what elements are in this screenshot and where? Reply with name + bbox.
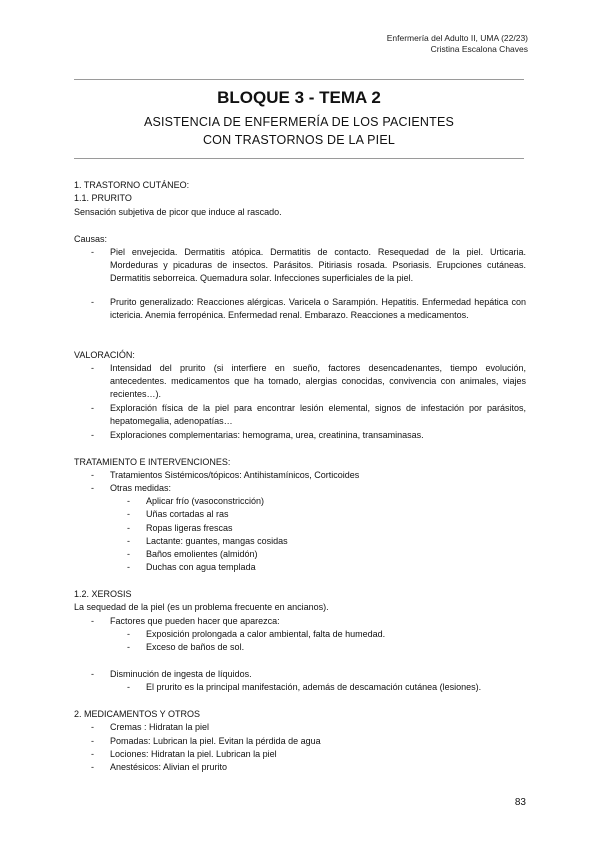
divider-top: [74, 79, 524, 80]
xerosis-definition: La sequedad de la piel (es un problema frecuente en ancianos).: [74, 602, 329, 612]
valoracion-item-3: Exploraciones complementarias: hemograma, urea, creatinina, transaminasas.: [110, 430, 424, 440]
causas-label: Causas:: [74, 234, 108, 244]
causas-item-1: Piel envejecida. Dermatitis atópica. Dermatitis de contacto. Resequedad de la piel. Urticaria. Mordeduras y picaduras de insectos. Parásitos. Pitiriasis rosada. Psoriasis. Erupciones cutáneas. Dermatitis seborreica. Quemadura solar. Infecciones superficiales de la piel.: [110, 247, 526, 283]
medicamentos-item-1: Cremas : Hidratan la piel: [110, 722, 210, 732]
bullet: -: [91, 762, 94, 772]
section-2-heading: 2. MEDICAMENTOS Y OTROS: [74, 709, 201, 719]
subtitle-line-1: ASISTENCIA DE ENFERMERÍA DE LOS PACIENTES: [143, 115, 455, 129]
bullet: -: [127, 523, 130, 533]
valoracion-item-2: Exploración física de la piel para encontrar lesión elemental, signos de infestación por parásitos, hepatomegalia, adenopatías…: [110, 403, 526, 426]
otras-medidas-item-6: Duchas con agua templada: [146, 562, 256, 572]
section-1-2-heading: 1.2. XEROSIS: [74, 589, 132, 599]
tratamiento-item-2: Otras medidas:: [110, 483, 172, 493]
otras-medidas-item-5: Baños emolientes (almidón): [146, 549, 258, 559]
bullet: -: [91, 669, 94, 679]
bullet: -: [91, 470, 94, 480]
tratamiento-label: TRATAMIENTO E INTERVENCIONES:: [74, 457, 231, 467]
disminucion-subitem: El prurito es la principal manifestación, además de descamación cutánea (lesiones).: [146, 682, 482, 692]
medicamentos-item-2: Pomadas: Lubrican la piel. Evitan la pérdida de agua: [110, 736, 321, 746]
section-1-heading: 1. TRASTORNO CUTÁNEO:: [74, 180, 190, 190]
bullet: -: [127, 682, 130, 692]
otras-medidas-item-1: Aplicar frío (vasoconstricción): [146, 496, 265, 506]
bullet: -: [91, 403, 94, 413]
divider-bottom: [74, 158, 524, 159]
bullet: -: [91, 363, 94, 373]
tratamiento-item-1: Tratamientos Sistémicos/tópicos: Antihistamínicos, Corticoides: [110, 470, 360, 480]
bullet: -: [127, 562, 130, 572]
page-number: 83: [514, 797, 526, 808]
factores-item-2: Exceso de baños de sol.: [146, 642, 245, 652]
bullet: -: [127, 496, 130, 506]
valoracion-label: VALORACIÓN:: [74, 350, 135, 360]
valoracion-item-1: Intensidad del prurito (si interfiere en sueño, factores desencadenantes, tiempo evolución, antecedentes. medicamentos que ha tomado, alergias conocidas, convivencia con animales, viajes recientes…).: [110, 363, 526, 399]
bullet: -: [91, 430, 94, 440]
bullet: -: [91, 749, 94, 759]
bullet: -: [127, 509, 130, 519]
header-course: Enfermería del Adulto II, UMA (22/23): [386, 33, 528, 43]
medicamentos-item-3: Lociones: Hidratan la piel. Lubrican la piel: [110, 749, 277, 759]
subtitle-line-2: CON TRASTORNOS DE LA PIEL: [202, 133, 396, 147]
bullet: -: [127, 642, 130, 652]
otras-medidas-item-2: Uñas cortadas al ras: [146, 509, 229, 519]
disminucion-item: Disminución de ingesta de líquidos.: [110, 669, 252, 679]
otras-medidas-item-4: Lactante: guantes, mangas cosidas: [146, 536, 288, 546]
factores-item-1: Exposición prolongada a calor ambiental, falta de humedad.: [146, 629, 386, 639]
section-1-1-heading: 1.1. PRURITO: [74, 193, 132, 203]
causas-item-2: Prurito generalizado: Reacciones alérgicas. Varicela o Sarampión. Hepatitis. Enfermedad hepática con ictericia. Anemia ferropénica. Enfermedad renal. Embarazo. Reacciones a medicamentos.: [110, 297, 526, 320]
prurito-definition: Sensación subjetiva de picor que induce al rascado.: [74, 207, 282, 217]
page-title: BLOQUE 3 - TEMA 2: [217, 88, 381, 107]
bullet: -: [91, 247, 94, 257]
header-author: Cristina Escalona Chaves: [430, 44, 528, 54]
bullet: -: [127, 629, 130, 639]
running-header: [387, 33, 528, 55]
bullet: -: [127, 549, 130, 559]
bullet: -: [91, 616, 94, 626]
otras-medidas-item-3: Ropas ligeras frescas: [146, 523, 233, 533]
bullet: -: [127, 536, 130, 546]
bullet: -: [91, 722, 94, 732]
bullet: -: [91, 736, 94, 746]
bullet: -: [91, 483, 94, 493]
medicamentos-item-4: Anestésicos: Alivian el prurito: [110, 762, 228, 772]
bullet: -: [91, 297, 94, 307]
factores-label: Factores que pueden hacer que aparezca:: [110, 616, 280, 626]
